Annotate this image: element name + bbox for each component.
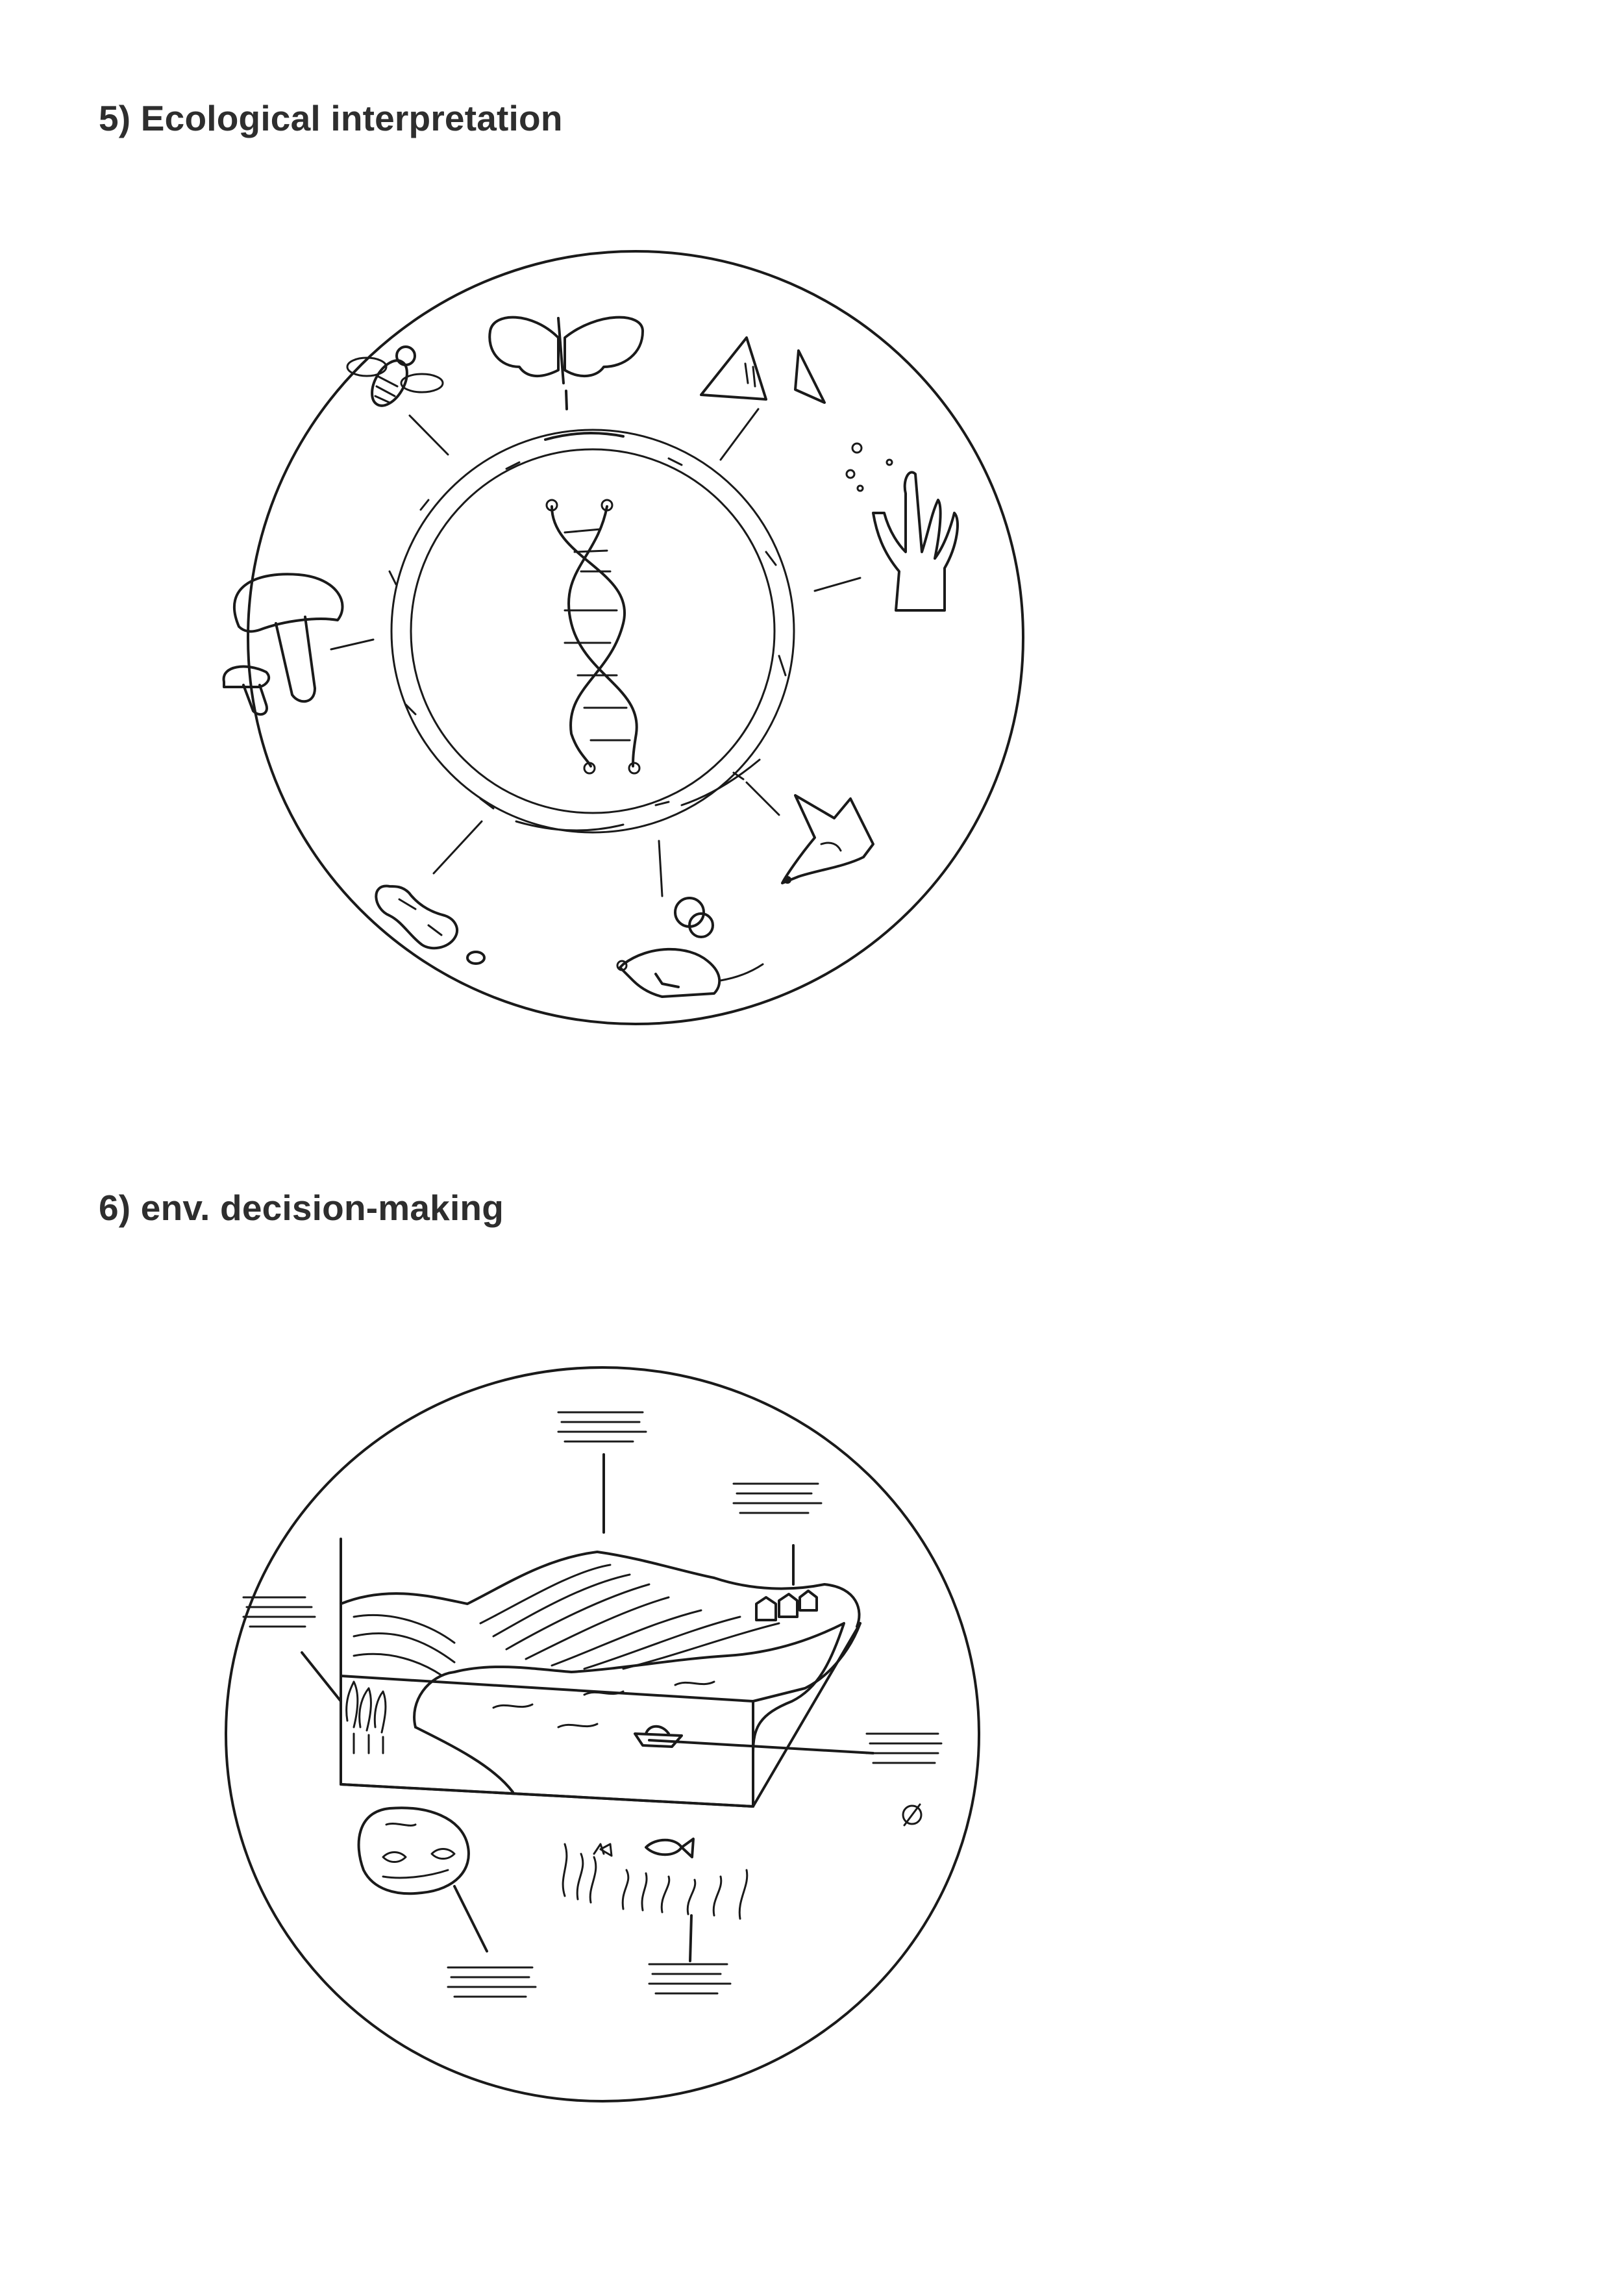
wetland-reeds-icon (341, 1539, 386, 1753)
placeholder-text-lines-icon (243, 1412, 941, 1997)
bacteria-icon (376, 821, 484, 964)
mushroom-icon (224, 574, 373, 714)
section-5-heading: 5) Ecological interpretation (99, 98, 563, 138)
mouse-icon (617, 841, 763, 997)
magnifier-inset-icon (359, 1808, 487, 1951)
boat-icon (635, 1727, 682, 1747)
section-6-heading: 6) env. decision-making (99, 1188, 504, 1228)
coral-icon (815, 443, 958, 610)
fish-icon (701, 338, 824, 460)
no-symbol-icon (903, 1804, 921, 1825)
dna-helix-icon (547, 500, 639, 773)
outer-circle (248, 251, 1023, 1024)
seaweed-icon (563, 1844, 747, 1961)
mountain-icon (341, 1552, 859, 1675)
village-houses-icon (756, 1545, 817, 1620)
env-decision-making-diagram (0, 1234, 1623, 2208)
ecological-interpretation-diagram (0, 0, 1623, 1104)
underwater-fish-icon (594, 1839, 693, 1857)
moth-icon (489, 318, 643, 409)
landscape-block-icon (341, 1546, 860, 1806)
fox-icon (747, 782, 873, 884)
